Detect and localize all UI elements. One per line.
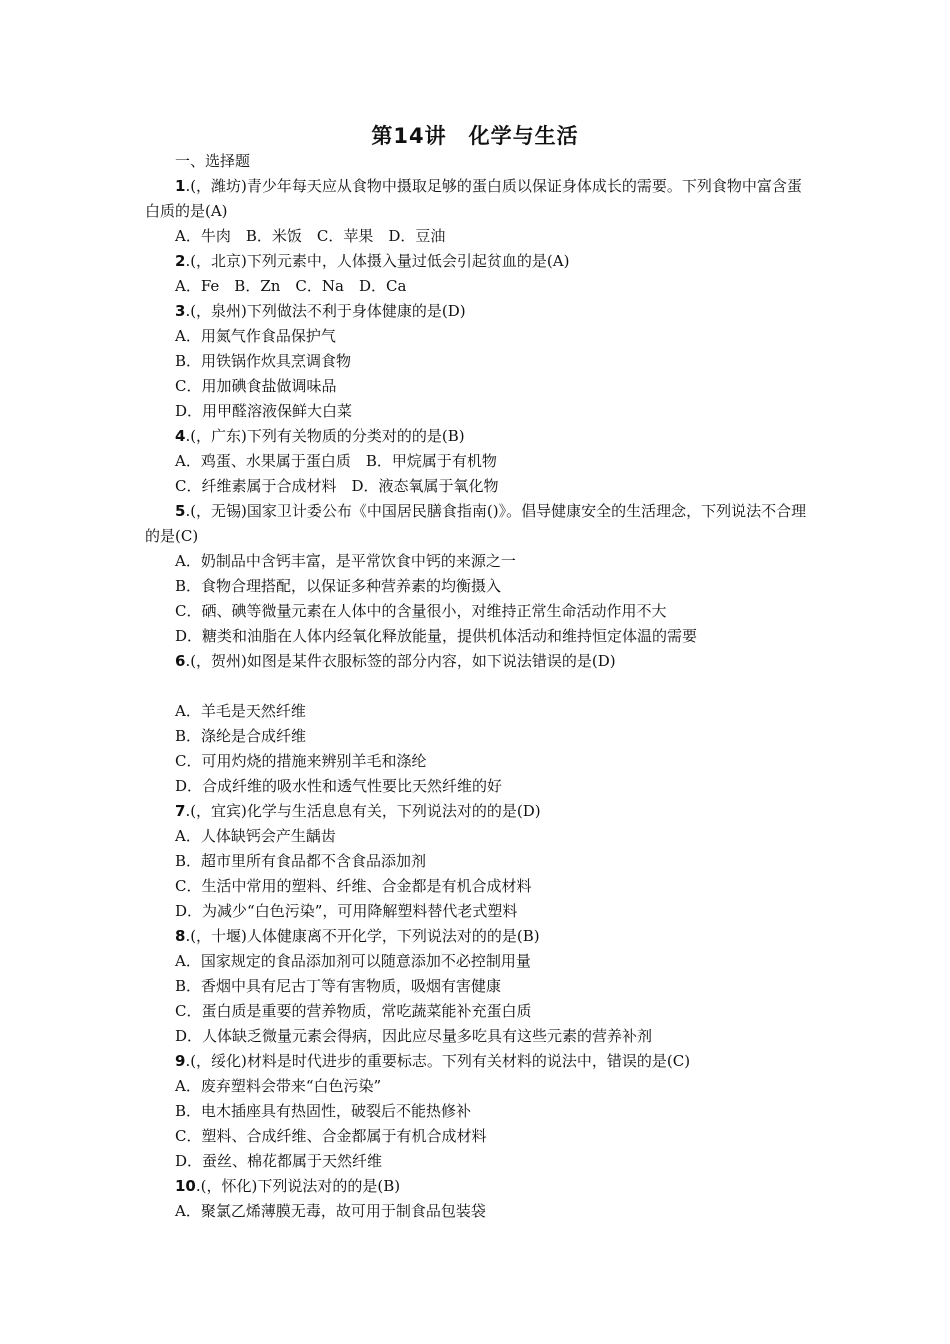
- question-stem: .(，泉州)下列做法不利于身体健康的是(D): [185, 302, 466, 320]
- option-a: A．聚氯乙烯薄膜无毒，故可用于制食品包装袋: [175, 1202, 486, 1220]
- option-a: A．奶制品中含钙丰富，是平常饮食中钙的来源之一: [175, 552, 516, 570]
- option-a: A．用氮气作食品保护气: [175, 327, 336, 345]
- option-d: D．蚕丝、棉花都属于天然纤维: [175, 1152, 383, 1170]
- option-d: D．人体缺乏微量元素会得病，因此应尽量多吃具有这些元素的营养补剂: [175, 1027, 653, 1045]
- option-c: C．用加碘食盐做调味品: [175, 377, 337, 395]
- option-c: C．生活中常用的塑料、纤维、合金都是有机合成材料: [175, 877, 532, 895]
- option-a: A．国家规定的食品添加剂可以随意添加不必控制用量: [175, 952, 531, 970]
- option-c: C．可用灼烧的措施来辨别羊毛和涤纶: [175, 752, 427, 770]
- option-b: B．超市里所有食品都不含食品添加剂: [175, 852, 427, 870]
- option-c: C．蛋白质是重要的营养物质，常吃蔬菜能补充蛋白质: [175, 1002, 532, 1020]
- option-b: B．涤纶是合成纤维: [175, 727, 307, 745]
- question-2: [145, 249, 810, 274]
- option-d: D．合成纤维的吸水性和透气性要比天然纤维的好: [175, 777, 503, 795]
- options-row: C．纤维素属于合成材料 D．液态氧属于氧化物: [175, 477, 499, 495]
- question-stem: .(，潍坊)青少年每天应从食物中摄取足够的蛋白质以保证身体成长的需要。下列食物中富含蛋白质的是(A): [145, 177, 802, 220]
- option-d: D．用甲醛溶液保鲜大白菜: [175, 402, 353, 420]
- question-3: [145, 299, 810, 324]
- question-number: 6: [175, 652, 186, 670]
- question-number: 4: [175, 427, 186, 445]
- options-row: A．鸡蛋、水果属于蛋白质 B．甲烷属于有机物: [175, 452, 497, 470]
- question-7: [145, 799, 810, 824]
- question-stem: .(，广东)下列有关物质的分类对的的是(B): [185, 427, 465, 445]
- option-d: D．为减少“白色污染”，可用降解塑料替代老式塑料: [175, 902, 518, 920]
- question-4: [145, 424, 810, 449]
- question-9: [145, 1049, 810, 1074]
- option-b: B．电木插座具有热固性，破裂后不能热修补: [175, 1102, 472, 1120]
- question-list: [145, 149, 810, 1224]
- section-heading: 一、选择题: [175, 152, 251, 170]
- option-b: B．用铁锅作炊具烹调食物: [175, 352, 352, 370]
- question-stem: .(，宜宾)化学与生活息息有关，下列说法对的的是(D): [185, 802, 541, 820]
- option-d: D．糖类和油脂在人体内经氧化释放能量，提供机体活动和维持恒定体温的需要: [175, 627, 698, 645]
- page-title: 第14讲 化学与生活: [371, 124, 579, 148]
- question-number: 10: [175, 1177, 196, 1195]
- question-stem: .(，北京)下列元素中，人体摄入量过低会引起贫血的是(A): [185, 252, 570, 270]
- option-a: A．人体缺钙会产生龋齿: [175, 827, 336, 845]
- option-c: C．塑料、合成纤维、合金都属于有机合成材料: [175, 1127, 487, 1145]
- option-a: A．羊毛是天然纤维: [175, 702, 306, 720]
- question-number: 1: [175, 177, 186, 195]
- question-number: 2: [175, 252, 186, 270]
- question-stem: .(，十堰)人体健康离不开化学，下列说法对的的是(B): [185, 927, 540, 945]
- question-number: 7: [175, 802, 186, 820]
- question-stem: .(，怀化)下列说法对的的是(B): [195, 1177, 401, 1195]
- question-stem: .(，无锡)国家卫计委公布《中国居民膳食指南()》。倡导健康安全的生活理念，下列说法不合理的是(C): [145, 502, 807, 545]
- question-1: [145, 174, 810, 224]
- question-number: 8: [175, 927, 186, 945]
- option-b: B．食物合理搭配，以保证多种营养素的均衡摄入: [175, 577, 502, 595]
- question-10: [145, 1174, 810, 1199]
- question-6: [145, 649, 810, 674]
- options-row: A．牛肉 B．米饭 C．苹果 D．豆油: [175, 227, 446, 245]
- option-c: C．硒、碘等微量元素在人体中的含量很小，对维持正常生命活动作用不大: [175, 602, 667, 620]
- question-number: 5: [175, 502, 186, 520]
- question-8: [145, 924, 810, 949]
- question-stem: .(，绥化)材料是时代进步的重要标志。下列有关材料的说法中，错误的是(C): [185, 1052, 691, 1070]
- option-b: B．香烟中具有尼古丁等有害物质，吸烟有害健康: [175, 977, 502, 995]
- question-stem: .(，贺州)如图是某件衣服标签的部分内容，如下说法错误的是(D): [185, 652, 616, 670]
- question-number: 3: [175, 302, 186, 320]
- question-5: [145, 499, 810, 549]
- options-row: A．Fe B．Zn C．Na D．Ca: [175, 277, 407, 295]
- question-number: 9: [175, 1052, 186, 1070]
- option-a: A．废弃塑料会带来“白色污染”: [175, 1077, 382, 1095]
- figure-placeholder: [145, 674, 810, 699]
